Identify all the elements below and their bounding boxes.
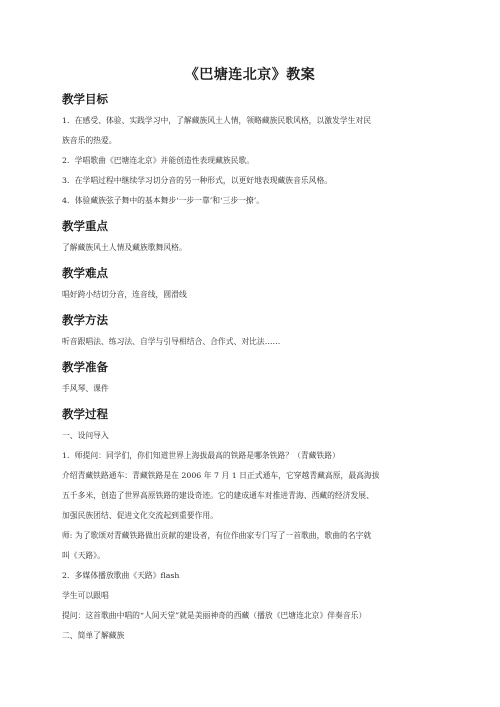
section-key-points [62, 219, 442, 258]
paragraph-line: 1．在感受、体验、实践学习中，了解藏族风土人情，领略藏族民歌风格，以激发学生对民 [62, 116, 372, 125]
paragraph-line: 师: 为了歌颂对青藏铁路做出贡献的建设者，有位作曲家专门写了一首歌曲，歌曲的名字就 [62, 531, 372, 540]
paragraph-line: 叫《天路》。 [62, 551, 105, 560]
paragraph-line: 3．在学唱过程中继续学习切分音的另一种形式，以更好地表现藏族音乐风格。 [62, 176, 333, 185]
paragraph-line: 五千多米，创造了世界高原铁路的建设奇迹。它的建成通车对推进青海、西藏的经济发展、 [62, 491, 374, 500]
section-preparation [62, 360, 442, 399]
paragraph-line: 介绍青藏铁路通车：青藏铁路是在 2006 年 7 月 1 日正式通车，它穿越青藏高原，最高海拔 [62, 471, 380, 480]
section-heading: 教学目标 [62, 92, 108, 106]
section-process [62, 407, 442, 646]
section-objectives [62, 92, 442, 211]
paragraph-line: 听音跟唱法、练习法、自学与引导相结合、合作式、对比法…… [62, 337, 281, 346]
paragraph-line: 二、简单了解藏族 [62, 631, 125, 640]
paragraph-line: 加强民族团结、促进文化交流起到重要作用。 [62, 511, 218, 520]
section-heading: 教学重点 [62, 219, 108, 233]
paragraph-line: 提问：这首歌曲中唱的“人间天堂”就是美丽神奇的西藏（播放《巴塘连北京》伴奏音乐） [62, 611, 367, 620]
section-difficulties [62, 266, 442, 305]
paragraph-line: 手风琴、课件 [62, 384, 109, 393]
paragraph-line: 学生可以跟唱 [62, 591, 109, 600]
section-heading: 教学准备 [62, 360, 108, 374]
paragraph-line: 一、设问导入 [62, 431, 109, 440]
section-heading: 教学过程 [62, 407, 108, 421]
section-methods [62, 313, 442, 352]
paragraph-line: 1．师提问：同学们，你们知道世界上海拔最高的铁路是哪条铁路？（青藏铁路） [62, 451, 340, 460]
paragraph-line: 了解藏族风土人情及藏族歌舞风格。 [62, 243, 187, 252]
paragraph-line: 2．多媒体播放歌曲《天路》flash [62, 571, 180, 580]
paragraph-line: 4．体验藏族弦子舞中的基本舞步‘一步一靠’和‘三步一撩’。 [62, 196, 264, 205]
section-heading: 教学难点 [62, 266, 108, 280]
section-heading: 教学方法 [62, 313, 108, 327]
paragraph-line: 2．学唱歌曲《巴塘连北京》并能创造性表现藏族民歌。 [62, 156, 255, 165]
paragraph-line: 族音乐的热爱。 [62, 136, 117, 145]
document-body [62, 92, 442, 646]
paragraph-line: 唱好跨小结切分音，连音线，圆滑线 [62, 290, 187, 299]
page-title: 《巴塘连北京》教案 [184, 67, 316, 83]
